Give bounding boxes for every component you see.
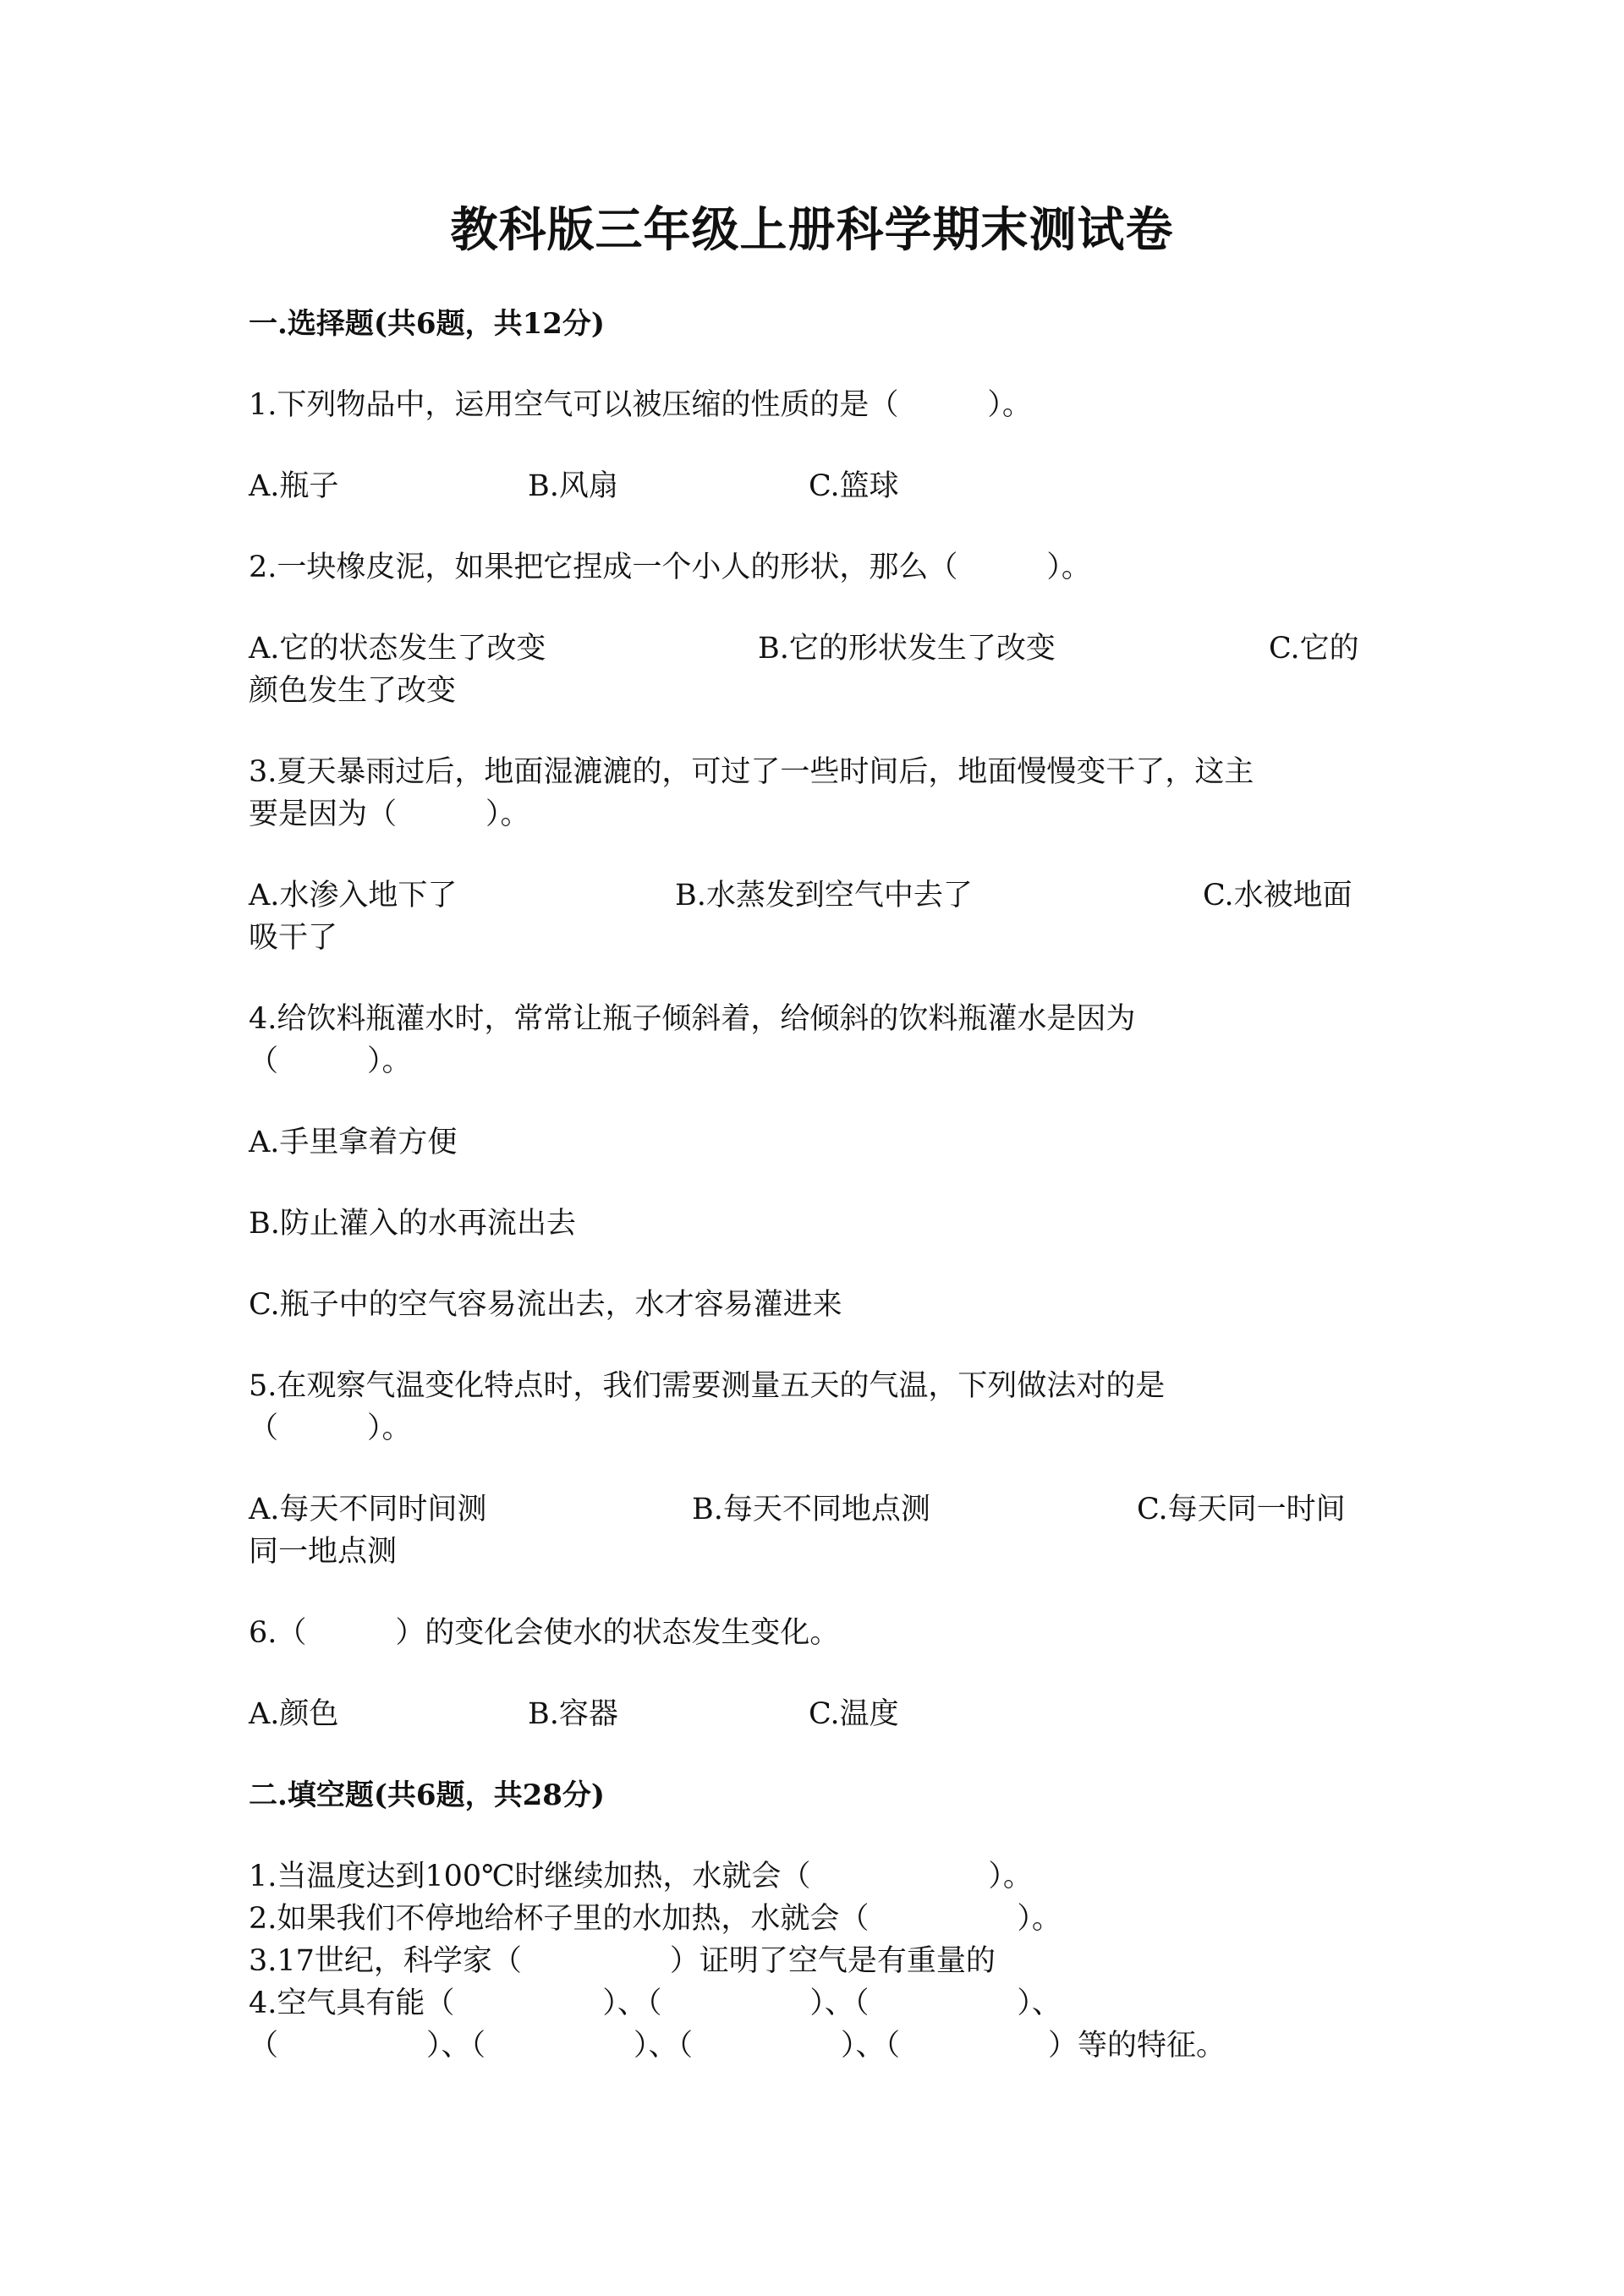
question-stem-5-line1: 5.在观察气温变化特点时，我们需要测量五天的气温，下列做法对的是 [249,1369,1166,1403]
question-stem-5-line2: （ ）。 [249,1411,412,1445]
option-a: A.每天不同时间测 [249,1493,487,1526]
question-stem-3-line2: 要是因为（ ）。 [249,797,530,831]
section-header-fill-blank: 二.填空题(共6题，共28分) [249,1778,605,1812]
option-a: A.颜色 [249,1697,339,1731]
fill-question-1: 1.当温度达到100℃时继续加热，水就会（ ）。 [249,1860,1033,1893]
option-b: B.它的形状发生了改变 [758,632,1056,666]
option-c: C.水被地面 [1203,879,1352,912]
page-title: 教科版三年级上册科学期末测试卷 [450,202,1174,258]
question-stem-4-line1: 4.给饮料瓶灌水时，常常让瓶子倾斜着，给倾斜的饮料瓶灌水是因为 [249,1002,1136,1036]
option-b: B.水蒸发到空气中去了 [675,879,973,912]
question-stem-4-line2: （ ）。 [249,1044,412,1078]
option-c-continued: 同一地点测 [249,1535,398,1569]
fill-question-2: 2.如果我们不停地给杯子里的水加热，水就会（ ）。 [249,1902,1062,1936]
option-c: C.瓶子中的空气容易流出去，水才容易灌进来 [249,1288,842,1322]
option-c-continued: 吸干了 [249,921,338,955]
option-b: B.容器 [528,1697,618,1731]
option-c: C.每天同一时间 [1137,1493,1346,1526]
option-b: B.风扇 [528,469,618,503]
option-b: B.防止灌入的水再流出去 [249,1207,576,1241]
option-a: A.它的状态发生了改变 [249,632,546,666]
fill-question-4-line2: （ ）、（ ）、（ ）、（ ）等的特征。 [249,2029,1226,2063]
fill-question-3: 3.17世纪，科学家（ ）证明了空气是有重量的 [249,1944,996,1978]
option-a: A.手里拿着方便 [249,1126,458,1159]
option-a: A.瓶子 [249,469,339,503]
option-a: A.水渗入地下了 [249,879,458,912]
option-c: C.温度 [809,1697,899,1731]
question-stem-1: 1.下列物品中，运用空气可以被压缩的性质的是（ ）。 [249,388,1032,422]
option-c-continued: 颜色发生了改变 [249,674,457,708]
option-b: B.每天不同地点测 [692,1493,930,1526]
question-stem-2: 2.一块橡皮泥，如果把它捏成一个小人的形状，那么（ ）。 [249,551,1091,584]
option-c: C.它的 [1269,632,1359,666]
option-c: C.篮球 [809,469,899,503]
fill-question-4-line1: 4.空气具有能（ ）、（ ）、（ ）、 [249,1986,1062,2020]
question-stem-6: 6.（ ）的变化会使水的状态发生变化。 [249,1616,840,1650]
question-stem-3-line1: 3.夏天暴雨过后，地面湿漉漉的，可过了一些时间后，地面慢慢变干了，这主 [249,755,1254,789]
section-header-choice: 一.选择题(共6题，共12分) [249,307,605,341]
